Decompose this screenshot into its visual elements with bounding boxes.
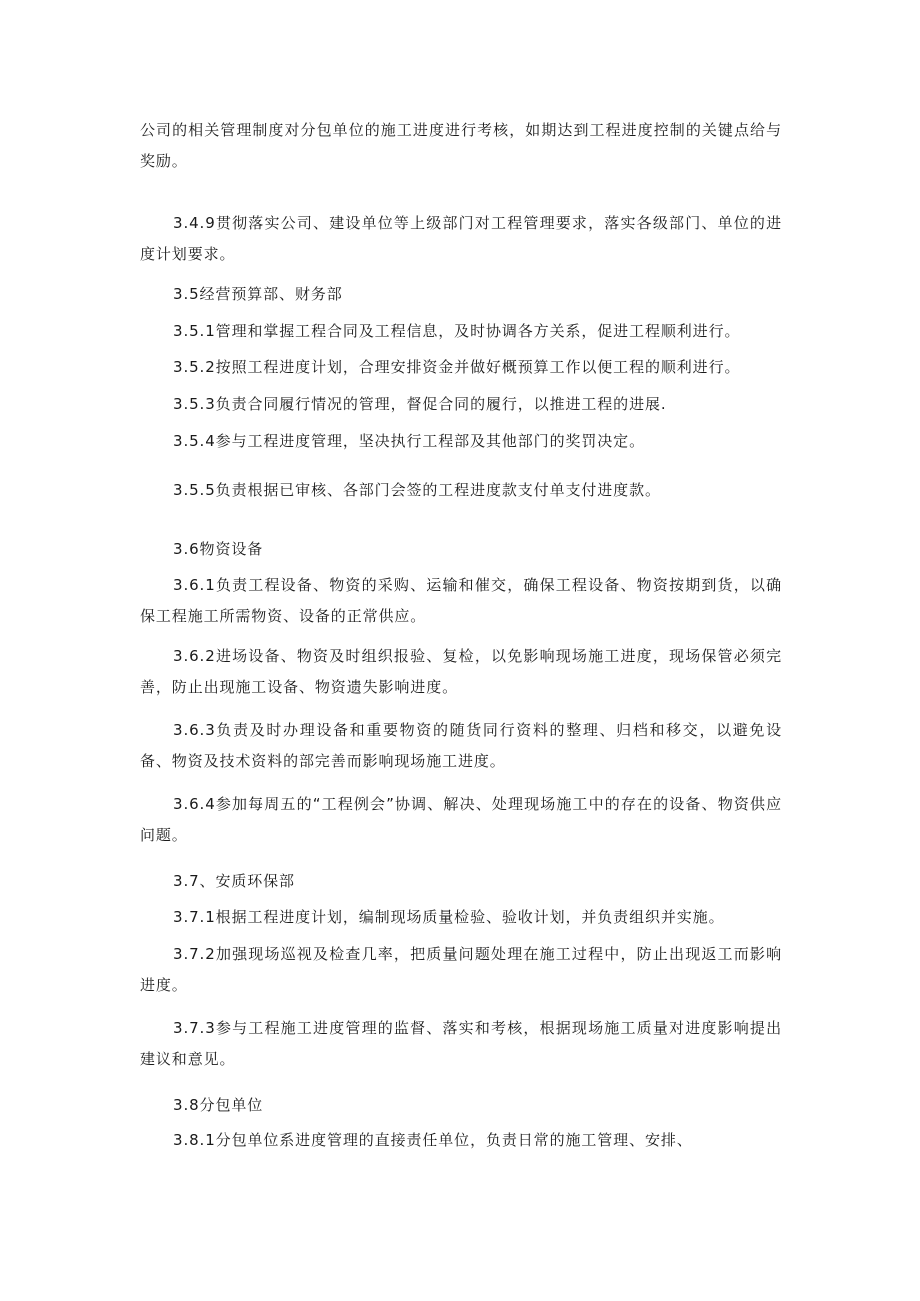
paragraph-3-5-5: 3.5.5负责根据已审核、各部门会签的工程进度款支付单支付进度款。 <box>173 481 661 499</box>
heading-3-6: 3.6物资设备 <box>173 540 264 558</box>
paragraph-3-5-2: 3.5.2按照工程进度计划，合理安排资金并做好概预算工作以便工程的顺利进行。 <box>173 358 741 376</box>
heading-3-5: 3.5经营预算部、财务部 <box>173 285 343 303</box>
paragraph-3-5-4: 3.5.4参与工程进度管理，坚决执行工程部及其他部门的奖罚决定。 <box>173 432 645 450</box>
paragraph-3-8-1: 3.8.1分包单位系进度管理的直接责任单位，负责日常的施工管理、安排、 <box>173 1131 693 1149</box>
paragraph-3-6-2: 3.6.2进场设备、物资及时组织报验、复检，以免影响现场施工进度，现场保管必须完善，防止出现施工设备、物资遗失影响进度。 <box>140 647 782 696</box>
paragraph-3-6-3: 3.6.3负责及时办理设备和重要物资的随货同行资料的整理、归档和移交，以避免设备、物资及技术资料的部完善而影响现场施工进度。 <box>140 721 782 770</box>
paragraph-3-4-9: 3.4.9贯彻落实公司、建设单位等上级部门对工程管理要求，落实各级部门、单位的进度计划要求。 <box>140 214 782 263</box>
paragraph-3-7-1: 3.7.1根据工程进度计划，编制现场质量检验、验收计划，并负责组织并实施。 <box>173 908 725 926</box>
heading-3-7: 3.7、安质环保部 <box>173 872 295 890</box>
paragraph-3-7-3: 3.7.3参与工程施工进度管理的监督、落实和考核，根据现场施工质量对进度影响提出建议和意见。 <box>140 1019 782 1068</box>
paragraph-3-6-4: 3.6.4参加每周五的“工程例会”协调、解决、处理现场施工中的存在的设备、物资供应问题。 <box>140 795 782 844</box>
paragraph-3-6-1: 3.6.1负责工程设备、物资的采购、运输和催交，确保工程设备、物资按期到货，以确保工程施工所需物资、设备的正常供应。 <box>140 576 782 625</box>
paragraph-continuation: 公司的相关管理制度对分包单位的施工进度进行考核，如期达到工程进度控制的关键点给与奖励。 <box>140 121 782 170</box>
paragraph-3-7-2: 3.7.2加强现场巡视及检查几率，把质量问题处理在施工过程中，防止出现返工而影响进度。 <box>140 945 782 994</box>
paragraph-3-5-3: 3.5.3负责合同履行情况的管理，督促合同的履行，以推进工程的进展. <box>173 395 667 413</box>
heading-3-8: 3.8分包单位 <box>173 1096 264 1114</box>
paragraph-3-5-1: 3.5.1管理和掌握工程合同及工程信息，及时协调各方关系，促进工程顺利进行。 <box>173 322 741 340</box>
